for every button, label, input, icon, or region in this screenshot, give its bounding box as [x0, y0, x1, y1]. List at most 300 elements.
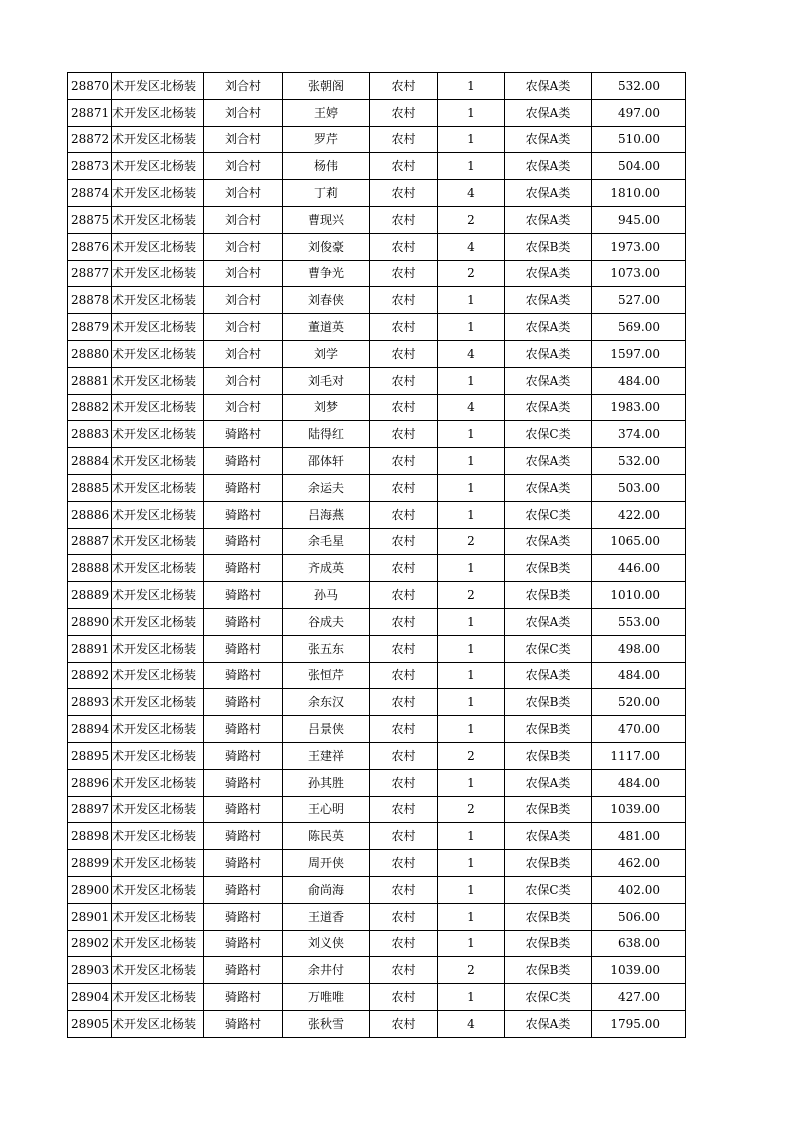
household-count-cell: 4 — [438, 233, 505, 260]
amount-cell: 470.00 — [592, 716, 686, 743]
record-id-cell: 28876 — [68, 233, 112, 260]
table-row — [68, 528, 686, 555]
amount-cell: 569.00 — [592, 314, 686, 341]
name-cell: 张朝阁 — [283, 73, 370, 100]
record-id-cell: 28892 — [68, 662, 112, 689]
area-type-cell: 农村 — [370, 555, 438, 582]
amount-cell: 506.00 — [592, 903, 686, 930]
village-cell: 刘合村 — [204, 233, 283, 260]
insurance-class-cell: 农保A类 — [505, 260, 592, 287]
village-cell: 骑路村 — [204, 716, 283, 743]
area-type-cell: 农村 — [370, 689, 438, 716]
amount-cell: 1810.00 — [592, 180, 686, 207]
area-type-cell: 农村 — [370, 716, 438, 743]
table-row — [68, 742, 686, 769]
amount-cell: 532.00 — [592, 73, 686, 100]
area-type-cell: 农村 — [370, 876, 438, 903]
record-id-cell: 28874 — [68, 180, 112, 207]
amount-cell: 553.00 — [592, 608, 686, 635]
household-count-cell: 2 — [438, 957, 505, 984]
household-count-cell: 1 — [438, 689, 505, 716]
town-cell: 术开发区北杨装 — [112, 153, 204, 180]
insurance-class-cell: 农保B类 — [505, 796, 592, 823]
household-count-cell: 1 — [438, 635, 505, 662]
village-cell: 刘合村 — [204, 180, 283, 207]
table-row — [68, 689, 686, 716]
insurance-class-cell: 农保A类 — [505, 126, 592, 153]
name-cell: 王心明 — [283, 796, 370, 823]
household-count-cell: 1 — [438, 823, 505, 850]
village-cell: 骑路村 — [204, 608, 283, 635]
village-cell: 骑路村 — [204, 903, 283, 930]
insurance-class-cell: 农保A类 — [505, 394, 592, 421]
table-row — [68, 850, 686, 877]
table-row — [68, 635, 686, 662]
record-id-cell: 28875 — [68, 206, 112, 233]
town-cell: 术开发区北杨装 — [112, 662, 204, 689]
table-row — [68, 260, 686, 287]
insurance-class-cell: 农保A类 — [505, 287, 592, 314]
town-cell: 术开发区北杨装 — [112, 903, 204, 930]
insurance-class-cell: 农保A类 — [505, 180, 592, 207]
town-cell: 术开发区北杨装 — [112, 314, 204, 341]
data-table — [67, 72, 686, 1038]
insurance-class-cell: 农保B类 — [505, 850, 592, 877]
record-id-cell: 28881 — [68, 367, 112, 394]
area-type-cell: 农村 — [370, 260, 438, 287]
household-count-cell: 1 — [438, 501, 505, 528]
household-count-cell: 2 — [438, 742, 505, 769]
table-row — [68, 823, 686, 850]
town-cell: 术开发区北杨装 — [112, 823, 204, 850]
insurance-class-cell: 农保C类 — [505, 876, 592, 903]
area-type-cell: 农村 — [370, 340, 438, 367]
household-count-cell: 1 — [438, 421, 505, 448]
name-cell: 余毛星 — [283, 528, 370, 555]
name-cell: 刘梦 — [283, 394, 370, 421]
name-cell: 刘春侠 — [283, 287, 370, 314]
name-cell: 余运夫 — [283, 474, 370, 501]
record-id-cell: 28872 — [68, 126, 112, 153]
town-cell: 术开发区北杨装 — [112, 635, 204, 662]
area-type-cell: 农村 — [370, 126, 438, 153]
village-cell: 刘合村 — [204, 126, 283, 153]
town-cell: 术开发区北杨装 — [112, 689, 204, 716]
village-cell: 骑路村 — [204, 769, 283, 796]
table-row — [68, 73, 686, 100]
table-row — [68, 662, 686, 689]
name-cell: 张五东 — [283, 635, 370, 662]
area-type-cell: 农村 — [370, 850, 438, 877]
table-row — [68, 501, 686, 528]
amount-cell: 374.00 — [592, 421, 686, 448]
household-count-cell: 1 — [438, 99, 505, 126]
amount-cell: 527.00 — [592, 287, 686, 314]
area-type-cell: 农村 — [370, 501, 438, 528]
town-cell: 术开发区北杨装 — [112, 73, 204, 100]
village-cell: 骑路村 — [204, 957, 283, 984]
amount-cell: 1117.00 — [592, 742, 686, 769]
record-id-cell: 28900 — [68, 876, 112, 903]
town-cell: 术开发区北杨装 — [112, 608, 204, 635]
table-row — [68, 206, 686, 233]
name-cell: 余东汉 — [283, 689, 370, 716]
area-type-cell: 农村 — [370, 394, 438, 421]
insurance-class-cell: 农保A类 — [505, 769, 592, 796]
village-cell: 刘合村 — [204, 153, 283, 180]
table-row — [68, 876, 686, 903]
town-cell: 术开发区北杨装 — [112, 930, 204, 957]
table-row — [68, 1010, 686, 1037]
insurance-class-cell: 农保B类 — [505, 689, 592, 716]
insurance-class-cell: 农保C类 — [505, 984, 592, 1011]
town-cell: 术开发区北杨装 — [112, 742, 204, 769]
household-count-cell: 1 — [438, 153, 505, 180]
insurance-class-cell: 农保C类 — [505, 501, 592, 528]
household-count-cell: 4 — [438, 180, 505, 207]
amount-cell: 1039.00 — [592, 957, 686, 984]
table-row — [68, 421, 686, 448]
village-cell: 骑路村 — [204, 984, 283, 1011]
village-cell: 骑路村 — [204, 421, 283, 448]
table-row — [68, 448, 686, 475]
village-cell: 骑路村 — [204, 876, 283, 903]
area-type-cell: 农村 — [370, 662, 438, 689]
name-cell: 齐成英 — [283, 555, 370, 582]
name-cell: 刘学 — [283, 340, 370, 367]
name-cell: 丁莉 — [283, 180, 370, 207]
insurance-class-cell: 农保C类 — [505, 421, 592, 448]
village-cell: 骑路村 — [204, 930, 283, 957]
village-cell: 骑路村 — [204, 662, 283, 689]
amount-cell: 446.00 — [592, 555, 686, 582]
record-id-cell: 28905 — [68, 1010, 112, 1037]
household-count-cell: 4 — [438, 340, 505, 367]
town-cell: 术开发区北杨装 — [112, 582, 204, 609]
household-count-cell: 1 — [438, 769, 505, 796]
table-row — [68, 769, 686, 796]
name-cell: 孙马 — [283, 582, 370, 609]
record-id-cell: 28877 — [68, 260, 112, 287]
town-cell: 术开发区北杨装 — [112, 528, 204, 555]
village-cell: 骑路村 — [204, 582, 283, 609]
village-cell: 刘合村 — [204, 287, 283, 314]
record-id-cell: 28903 — [68, 957, 112, 984]
town-cell: 术开发区北杨装 — [112, 957, 204, 984]
table-row — [68, 716, 686, 743]
area-type-cell: 农村 — [370, 984, 438, 1011]
area-type-cell: 农村 — [370, 796, 438, 823]
table-row — [68, 233, 686, 260]
amount-cell: 520.00 — [592, 689, 686, 716]
town-cell: 术开发区北杨装 — [112, 126, 204, 153]
town-cell: 术开发区北杨装 — [112, 448, 204, 475]
village-cell: 刘合村 — [204, 73, 283, 100]
village-cell: 骑路村 — [204, 689, 283, 716]
table-row — [68, 394, 686, 421]
insurance-class-cell: 农保A类 — [505, 823, 592, 850]
village-cell: 骑路村 — [204, 448, 283, 475]
table-row — [68, 930, 686, 957]
town-cell: 术开发区北杨装 — [112, 850, 204, 877]
insurance-class-cell: 农保B类 — [505, 716, 592, 743]
amount-cell: 1597.00 — [592, 340, 686, 367]
insurance-class-cell: 农保C类 — [505, 635, 592, 662]
town-cell: 术开发区北杨装 — [112, 233, 204, 260]
record-id-cell: 28890 — [68, 608, 112, 635]
area-type-cell: 农村 — [370, 957, 438, 984]
name-cell: 周开侠 — [283, 850, 370, 877]
household-count-cell: 2 — [438, 796, 505, 823]
name-cell: 王婷 — [283, 99, 370, 126]
area-type-cell: 农村 — [370, 582, 438, 609]
insurance-class-cell: 农保A类 — [505, 206, 592, 233]
insurance-class-cell: 农保B类 — [505, 957, 592, 984]
name-cell: 吕海燕 — [283, 501, 370, 528]
insurance-class-cell: 农保A类 — [505, 153, 592, 180]
table-row — [68, 608, 686, 635]
insurance-class-cell: 农保A类 — [505, 73, 592, 100]
town-cell: 术开发区北杨装 — [112, 206, 204, 233]
area-type-cell: 农村 — [370, 367, 438, 394]
record-id-cell: 28871 — [68, 99, 112, 126]
name-cell: 王道香 — [283, 903, 370, 930]
record-id-cell: 28896 — [68, 769, 112, 796]
record-id-cell: 28889 — [68, 582, 112, 609]
town-cell: 术开发区北杨装 — [112, 984, 204, 1011]
amount-cell: 504.00 — [592, 153, 686, 180]
area-type-cell: 农村 — [370, 73, 438, 100]
household-count-cell: 2 — [438, 260, 505, 287]
amount-cell: 498.00 — [592, 635, 686, 662]
name-cell: 邵体轩 — [283, 448, 370, 475]
area-type-cell: 农村 — [370, 930, 438, 957]
household-count-cell: 2 — [438, 528, 505, 555]
insurance-class-cell: 农保A类 — [505, 608, 592, 635]
amount-cell: 497.00 — [592, 99, 686, 126]
household-count-cell: 4 — [438, 1010, 505, 1037]
amount-cell: 481.00 — [592, 823, 686, 850]
area-type-cell: 农村 — [370, 99, 438, 126]
record-id-cell: 28886 — [68, 501, 112, 528]
name-cell: 刘毛对 — [283, 367, 370, 394]
table-row — [68, 314, 686, 341]
name-cell: 王建祥 — [283, 742, 370, 769]
amount-cell: 484.00 — [592, 662, 686, 689]
village-cell: 刘合村 — [204, 367, 283, 394]
household-count-cell: 1 — [438, 850, 505, 877]
record-id-cell: 28878 — [68, 287, 112, 314]
town-cell: 术开发区北杨装 — [112, 876, 204, 903]
name-cell: 张恒芹 — [283, 662, 370, 689]
household-count-cell: 2 — [438, 206, 505, 233]
record-id-cell: 28898 — [68, 823, 112, 850]
area-type-cell: 农村 — [370, 742, 438, 769]
amount-cell: 1795.00 — [592, 1010, 686, 1037]
insurance-class-cell: 农保B类 — [505, 742, 592, 769]
amount-cell: 484.00 — [592, 769, 686, 796]
household-count-cell: 1 — [438, 287, 505, 314]
village-cell: 骑路村 — [204, 742, 283, 769]
amount-cell: 402.00 — [592, 876, 686, 903]
town-cell: 术开发区北杨装 — [112, 796, 204, 823]
household-count-cell: 1 — [438, 474, 505, 501]
insurance-class-cell: 农保B类 — [505, 930, 592, 957]
table-row — [68, 99, 686, 126]
area-type-cell: 农村 — [370, 903, 438, 930]
name-cell: 陆得红 — [283, 421, 370, 448]
insurance-class-cell: 农保A类 — [505, 662, 592, 689]
table-row — [68, 287, 686, 314]
village-cell: 刘合村 — [204, 314, 283, 341]
record-id-cell: 28891 — [68, 635, 112, 662]
area-type-cell: 农村 — [370, 314, 438, 341]
insurance-class-cell: 农保A类 — [505, 528, 592, 555]
village-cell: 骑路村 — [204, 555, 283, 582]
household-count-cell: 1 — [438, 314, 505, 341]
name-cell: 余井付 — [283, 957, 370, 984]
amount-cell: 1010.00 — [592, 582, 686, 609]
household-count-cell: 2 — [438, 582, 505, 609]
record-id-cell: 28880 — [68, 340, 112, 367]
insurance-class-cell: 农保B类 — [505, 582, 592, 609]
town-cell: 术开发区北杨装 — [112, 769, 204, 796]
town-cell: 术开发区北杨装 — [112, 99, 204, 126]
area-type-cell: 农村 — [370, 448, 438, 475]
village-cell: 刘合村 — [204, 340, 283, 367]
name-cell: 万唯唯 — [283, 984, 370, 1011]
area-type-cell: 农村 — [370, 1010, 438, 1037]
insurance-class-cell: 农保A类 — [505, 474, 592, 501]
town-cell: 术开发区北杨装 — [112, 421, 204, 448]
record-id-cell: 28888 — [68, 555, 112, 582]
name-cell: 曹现兴 — [283, 206, 370, 233]
household-count-cell: 1 — [438, 367, 505, 394]
area-type-cell: 农村 — [370, 474, 438, 501]
household-count-cell: 1 — [438, 555, 505, 582]
household-count-cell: 1 — [438, 984, 505, 1011]
record-id-cell: 28894 — [68, 716, 112, 743]
name-cell: 罗芹 — [283, 126, 370, 153]
record-id-cell: 28870 — [68, 73, 112, 100]
amount-cell: 638.00 — [592, 930, 686, 957]
amount-cell: 484.00 — [592, 367, 686, 394]
town-cell: 术开发区北杨装 — [112, 555, 204, 582]
household-count-cell: 1 — [438, 876, 505, 903]
village-cell: 骑路村 — [204, 635, 283, 662]
amount-cell: 1973.00 — [592, 233, 686, 260]
area-type-cell: 农村 — [370, 769, 438, 796]
record-id-cell: 28879 — [68, 314, 112, 341]
table-row — [68, 153, 686, 180]
amount-cell: 510.00 — [592, 126, 686, 153]
amount-cell: 462.00 — [592, 850, 686, 877]
village-cell: 骑路村 — [204, 1010, 283, 1037]
amount-cell: 422.00 — [592, 501, 686, 528]
insurance-class-cell: 农保A类 — [505, 340, 592, 367]
area-type-cell: 农村 — [370, 206, 438, 233]
village-cell: 骑路村 — [204, 528, 283, 555]
household-count-cell: 1 — [438, 73, 505, 100]
household-count-cell: 1 — [438, 662, 505, 689]
area-type-cell: 农村 — [370, 180, 438, 207]
table-row — [68, 126, 686, 153]
village-cell: 刘合村 — [204, 260, 283, 287]
amount-cell: 1073.00 — [592, 260, 686, 287]
record-id-cell: 28884 — [68, 448, 112, 475]
name-cell: 俞尚海 — [283, 876, 370, 903]
insurance-class-cell: 农保B类 — [505, 555, 592, 582]
name-cell: 刘俊豪 — [283, 233, 370, 260]
name-cell: 杨伟 — [283, 153, 370, 180]
name-cell: 孙其胜 — [283, 769, 370, 796]
town-cell: 术开发区北杨装 — [112, 340, 204, 367]
table-row — [68, 796, 686, 823]
name-cell: 曹争光 — [283, 260, 370, 287]
town-cell: 术开发区北杨装 — [112, 474, 204, 501]
insurance-class-cell: 农保A类 — [505, 367, 592, 394]
area-type-cell: 农村 — [370, 823, 438, 850]
household-count-cell: 1 — [438, 930, 505, 957]
name-cell: 陈民英 — [283, 823, 370, 850]
amount-cell: 532.00 — [592, 448, 686, 475]
table-row — [68, 555, 686, 582]
household-count-cell: 1 — [438, 448, 505, 475]
village-cell: 骑路村 — [204, 823, 283, 850]
amount-cell: 427.00 — [592, 984, 686, 1011]
record-id-cell: 28882 — [68, 394, 112, 421]
table-row — [68, 474, 686, 501]
record-id-cell: 28887 — [68, 528, 112, 555]
household-count-cell: 1 — [438, 126, 505, 153]
town-cell: 术开发区北杨装 — [112, 501, 204, 528]
record-id-cell: 28897 — [68, 796, 112, 823]
town-cell: 术开发区北杨装 — [112, 260, 204, 287]
area-type-cell: 农村 — [370, 233, 438, 260]
household-count-cell: 1 — [438, 608, 505, 635]
village-cell: 骑路村 — [204, 474, 283, 501]
insurance-class-cell: 农保B类 — [505, 233, 592, 260]
record-id-cell: 28899 — [68, 850, 112, 877]
name-cell: 张秋雪 — [283, 1010, 370, 1037]
village-cell: 骑路村 — [204, 796, 283, 823]
household-count-cell: 4 — [438, 394, 505, 421]
table-row — [68, 340, 686, 367]
area-type-cell: 农村 — [370, 635, 438, 662]
record-id-cell: 28873 — [68, 153, 112, 180]
amount-cell: 1065.00 — [592, 528, 686, 555]
insurance-class-cell: 农保A类 — [505, 99, 592, 126]
area-type-cell: 农村 — [370, 608, 438, 635]
record-id-cell: 28895 — [68, 742, 112, 769]
area-type-cell: 农村 — [370, 528, 438, 555]
area-type-cell: 农村 — [370, 421, 438, 448]
town-cell: 术开发区北杨装 — [112, 716, 204, 743]
town-cell: 术开发区北杨装 — [112, 1010, 204, 1037]
village-cell: 刘合村 — [204, 394, 283, 421]
town-cell: 术开发区北杨装 — [112, 287, 204, 314]
record-id-cell: 28904 — [68, 984, 112, 1011]
name-cell: 刘义侠 — [283, 930, 370, 957]
record-id-cell: 28902 — [68, 930, 112, 957]
table-row — [68, 367, 686, 394]
insurance-class-cell: 农保B类 — [505, 903, 592, 930]
insurance-class-cell: 农保A类 — [505, 448, 592, 475]
amount-cell: 945.00 — [592, 206, 686, 233]
table-row — [68, 582, 686, 609]
name-cell: 吕景侠 — [283, 716, 370, 743]
insurance-class-cell: 农保A类 — [505, 314, 592, 341]
